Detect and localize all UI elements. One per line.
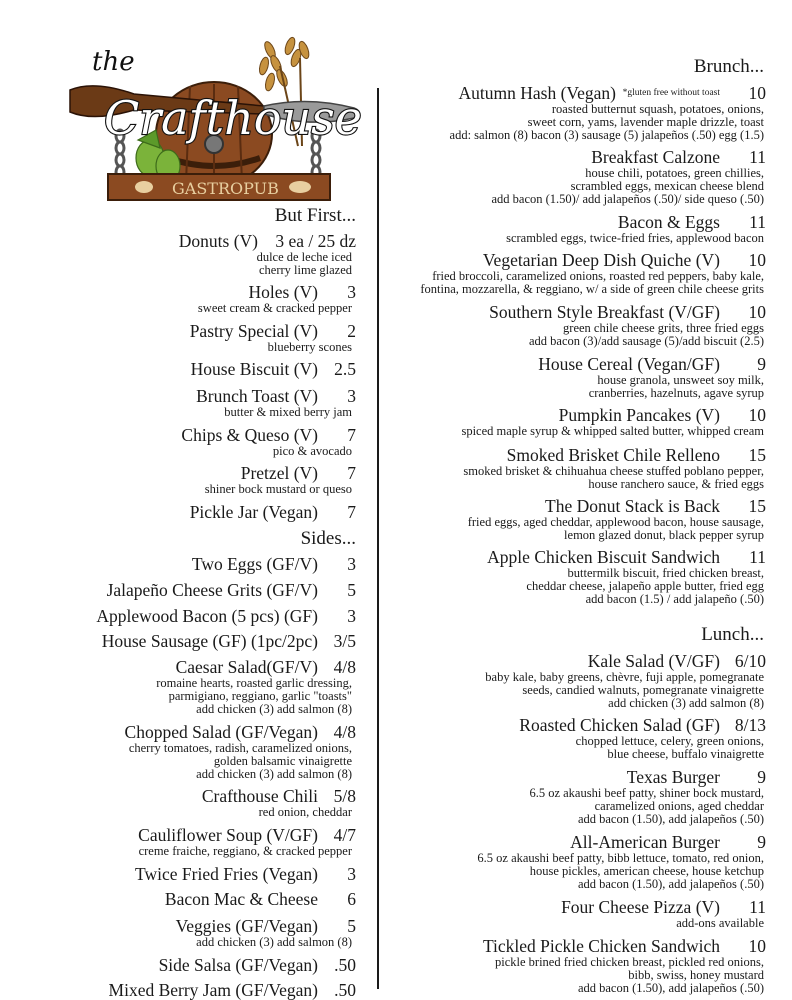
- item-desc: add chicken (3) add salmon (8): [608, 696, 764, 710]
- item-desc: house granola, unsweet soy milk,: [597, 373, 764, 387]
- menu-item: [396, 251, 766, 296]
- item-name: Cauliflower Soup (V/GF): [138, 825, 318, 845]
- item-name: Two Eggs (GF/V): [191, 554, 318, 574]
- menu-item: [396, 355, 766, 400]
- item-name: Southern Style Breakfast (V/GF): [489, 302, 720, 322]
- item-desc: cherry tomatoes, radish, caramelized onions,: [128, 741, 352, 755]
- item-price: 10: [748, 250, 766, 270]
- item-name: Jalapeño Cheese Grits (GF/V): [106, 580, 318, 600]
- item-desc: spiced maple syrup & whipped salted butter, whipped cream: [461, 424, 764, 438]
- item-desc: fried eggs, aged cheddar, applewood bacon, house sausage,: [467, 515, 764, 529]
- menu-item: [396, 148, 766, 206]
- menu-item: [56, 607, 356, 626]
- logo-gastropub: GASTROPUB: [172, 179, 279, 198]
- item-desc: fried broccoli, caramelized onions, roasted red peppers, baby kale,: [432, 269, 764, 283]
- item-price: 9: [757, 832, 766, 852]
- item-desc: add bacon (1.50), add jalapeños (.50): [577, 812, 764, 826]
- item-desc: sweet cream & cracked pepper: [197, 301, 352, 315]
- item-name: Breakfast Calzone: [591, 147, 720, 167]
- menu-item: [56, 890, 356, 909]
- item-desc: 6.5 oz akaushi beef patty, bibb lettuce, tomato, red onion,: [477, 851, 764, 865]
- item-name: Tickled Pickle Chicken Sandwich: [482, 936, 720, 956]
- item-price: 5: [347, 580, 356, 600]
- menu-item: [56, 723, 356, 781]
- menu-item: [56, 956, 356, 975]
- item-name: Vegetarian Deep Dish Quiche (V): [482, 250, 720, 270]
- item-desc: scrambled eggs, mexican cheese blend: [570, 179, 764, 193]
- item-desc: scrambled eggs, twice-fried fries, applewood bacon: [506, 231, 764, 245]
- logo-the: the: [92, 47, 135, 77]
- item-desc: sweet corn, yams, lavender maple drizzle, toast: [527, 115, 764, 129]
- item-desc: add chicken (3) add salmon (8): [196, 935, 352, 949]
- item-desc: fontina, mozzarella, & reggiano, w/ a side of green chile cheese grits: [420, 282, 764, 296]
- item-name: Caesar Salad(GF/V): [175, 657, 318, 677]
- menu-item: [396, 213, 766, 245]
- menu-item: [56, 917, 356, 949]
- item-name: Donuts (V): [178, 231, 258, 251]
- item-desc: pickle brined fried chicken breast, pickled red onions,: [494, 955, 764, 969]
- item-desc: add bacon (3)/add sausage (5)/add biscuit (2.5): [529, 334, 764, 348]
- item-desc: red onion, cheddar: [258, 805, 352, 819]
- item-desc: caramelized onions, aged cheddar: [594, 799, 764, 813]
- item-price: 15: [748, 445, 766, 465]
- menu-item: [396, 497, 766, 542]
- menu-item: [56, 387, 356, 419]
- item-name: Chips & Queso (V): [181, 425, 318, 445]
- item-name: Brunch Toast (V): [196, 386, 318, 406]
- item-price: 5: [347, 916, 356, 936]
- logo-name: Crafthouse: [104, 91, 362, 145]
- item-name: All-American Burger: [570, 832, 720, 852]
- item-price: 11: [749, 147, 766, 167]
- item-desc: cheddar cheese, jalapeño apple butter, fried egg: [526, 579, 764, 593]
- menu-item: [56, 581, 356, 600]
- item-name: Veggies (GF/Vegan): [175, 916, 318, 936]
- menu-item: [396, 898, 766, 930]
- item-desc: buttermilk biscuit, fried chicken breast,: [567, 566, 764, 580]
- menu-item: [396, 84, 766, 142]
- item-desc: house chili, potatoes, green chillies,: [585, 166, 764, 180]
- item-desc: bibb, swiss, honey mustard: [628, 968, 764, 982]
- item-desc: smoked brisket & chihuahua cheese stuffed poblano pepper,: [463, 464, 764, 478]
- section-heading-lunch: Lunch...: [701, 624, 764, 645]
- chicken-icon: [135, 181, 153, 193]
- item-price: 3 ea / 25 dz: [275, 231, 356, 251]
- item-name: Chopped Salad (GF/Vegan): [124, 722, 318, 742]
- menu-item: [396, 833, 766, 891]
- item-name: House Biscuit (V): [190, 359, 318, 379]
- item-name: Bacon Mac & Cheese: [164, 889, 318, 909]
- menu-item: [56, 426, 356, 458]
- item-price: 10: [748, 405, 766, 425]
- item-name: Four Cheese Pizza (V): [561, 897, 720, 917]
- item-name: Side Salsa (GF/Vegan): [158, 955, 318, 975]
- item-name: Pickle Jar (Vegan): [189, 502, 318, 522]
- menu-item: [396, 303, 766, 348]
- item-price: 11: [749, 897, 766, 917]
- item-name: Smoked Brisket Chile Relleno: [506, 445, 720, 465]
- section-heading-sides: Sides...: [300, 528, 356, 549]
- item-desc: add bacon (1.50)/ add jalapeños (.50)/ side queso (.50): [491, 192, 764, 206]
- item-price: 2: [347, 321, 356, 341]
- item-name: The Donut Stack is Back: [545, 496, 720, 516]
- item-desc: pico & avocado: [272, 444, 352, 458]
- item-name: Roasted Chicken Salad (GF): [519, 715, 720, 735]
- menu-item: [56, 981, 356, 1000]
- item-price: 4/7: [333, 825, 356, 845]
- item-price: 3: [347, 606, 356, 626]
- item-desc: add bacon (1.50), add jalapeños (.50): [577, 981, 764, 995]
- item-desc: parmigiano, reggiano, garlic "toasts": [168, 689, 352, 703]
- item-price: 6: [347, 889, 356, 909]
- menu-item: [56, 360, 356, 379]
- item-desc: blue cheese, buffalo vinaigrette: [607, 747, 764, 761]
- item-price: 7: [347, 502, 356, 522]
- item-desc: dulce de leche iced: [256, 250, 352, 264]
- item-desc: shiner bock mustard or queso: [204, 482, 352, 496]
- item-price: 10: [748, 302, 766, 322]
- item-price: 15: [748, 496, 766, 516]
- item-name: Kale Salad (V/GF): [587, 651, 720, 671]
- item-desc: blueberry scones: [267, 340, 352, 354]
- menu-item: [396, 937, 766, 995]
- item-desc: add: salmon (8) bacon (3) sausage (5) jalapeños (.50) egg (1.5): [449, 128, 764, 142]
- item-name: House Cereal (Vegan/GF): [538, 354, 720, 374]
- column-divider: [377, 88, 379, 989]
- menu-item: [56, 865, 356, 884]
- menu-item: [396, 406, 766, 438]
- item-name: Texas Burger: [626, 767, 720, 787]
- item-price: 9: [757, 354, 766, 374]
- item-price: 7: [347, 425, 356, 445]
- item-name: Bacon & Eggs: [617, 212, 720, 232]
- crafthouse-logo: [64, 36, 372, 202]
- item-desc: cherry lime glazed: [258, 263, 352, 277]
- menu-item: [396, 548, 766, 606]
- menu-item: [56, 283, 356, 315]
- item-price: 11: [749, 212, 766, 232]
- item-name: Pumpkin Pancakes (V): [558, 405, 720, 425]
- item-desc: roasted butternut squash, potatoes, onions,: [551, 102, 764, 116]
- item-price: 4/8: [333, 657, 356, 677]
- item-price: 3: [347, 554, 356, 574]
- item-price: 3: [347, 282, 356, 302]
- item-price: 8/13: [734, 715, 766, 735]
- item-desc: add bacon (1.50), add jalapeños (.50): [577, 877, 764, 891]
- item-desc: add-ons available: [676, 916, 764, 930]
- item-desc: house ranchero sauce, & fried eggs: [588, 477, 764, 491]
- item-desc: green chile cheese grits, three fried eggs: [563, 321, 764, 335]
- item-desc: cranberries, hazelnuts, agave syrup: [588, 386, 764, 400]
- item-name: Holes (V): [248, 282, 318, 302]
- item-desc: baby kale, baby greens, chèvre, fuji apple, pomegranate: [485, 670, 764, 684]
- section-heading-but-first: But First...: [274, 205, 356, 226]
- item-price: 6/10: [734, 651, 766, 671]
- item-desc: butter & mixed berry jam: [224, 405, 352, 419]
- item-price: .50: [334, 980, 356, 1000]
- item-desc: add bacon (1.5) / add jalapeño (.50): [585, 592, 764, 606]
- item-note: *gluten free without toast: [622, 88, 720, 98]
- item-name: Applewood Bacon (5 pcs) (GF): [96, 606, 318, 626]
- section-heading-brunch: Brunch...: [693, 56, 764, 77]
- item-name: Crafthouse Chili: [201, 786, 318, 806]
- item-desc: seeds, candied walnuts, pomegranate vinaigrette: [522, 683, 764, 697]
- item-price: 11: [749, 547, 766, 567]
- menu-item: [396, 768, 766, 826]
- item-price: 2.5: [334, 359, 356, 379]
- item-price: 10: [748, 83, 766, 103]
- item-price: 9: [757, 767, 766, 787]
- item-desc: 6.5 oz akaushi beef patty, shiner bock mustard,: [529, 786, 764, 800]
- menu-item: [56, 826, 356, 858]
- item-price: 3/5: [333, 631, 356, 651]
- item-desc: chopped lettuce, celery, green onions,: [575, 734, 764, 748]
- menu-item: [56, 555, 356, 574]
- item-desc: house pickles, american cheese, house ketchup: [529, 864, 764, 878]
- pig-icon: [289, 181, 311, 193]
- menu-item: [56, 322, 356, 354]
- menu-item: [56, 787, 356, 819]
- item-price: 3: [347, 864, 356, 884]
- item-name: Pastry Special (V): [189, 321, 318, 341]
- item-desc: golden balsamic vinaigrette: [213, 754, 352, 768]
- menu-item: [56, 464, 356, 496]
- item-name: Pretzel (V): [240, 463, 318, 483]
- item-name: Twice Fried Fries (Vegan): [135, 864, 318, 884]
- item-price: 4/8: [333, 722, 356, 742]
- item-name: Autumn Hash (Vegan): [458, 83, 616, 103]
- item-name: Apple Chicken Biscuit Sandwich: [487, 547, 720, 567]
- menu-item: [396, 652, 766, 710]
- item-desc: creme fraiche, reggiano, & cracked pepper: [138, 844, 352, 858]
- item-price: 3: [347, 386, 356, 406]
- item-price: .50: [334, 955, 356, 975]
- item-desc: lemon glazed donut, black pepper syrup: [564, 528, 764, 542]
- item-desc: add chicken (3) add salmon (8): [196, 767, 352, 781]
- menu-item: [56, 503, 356, 522]
- item-price: 5/8: [333, 786, 356, 806]
- menu-item: [56, 658, 356, 716]
- item-name: Mixed Berry Jam (GF/Vegan): [108, 980, 318, 1000]
- item-price: 7: [347, 463, 356, 483]
- menu-item: [56, 232, 356, 277]
- item-price: 10: [748, 936, 766, 956]
- item-desc: romaine hearts, roasted garlic dressing,: [156, 676, 352, 690]
- item-desc: add chicken (3) add salmon (8): [196, 702, 352, 716]
- menu-item: [56, 632, 356, 651]
- menu-item: [396, 716, 766, 761]
- menu-item: [396, 446, 766, 491]
- item-name: House Sausage (GF) (1pc/2pc): [101, 631, 318, 651]
